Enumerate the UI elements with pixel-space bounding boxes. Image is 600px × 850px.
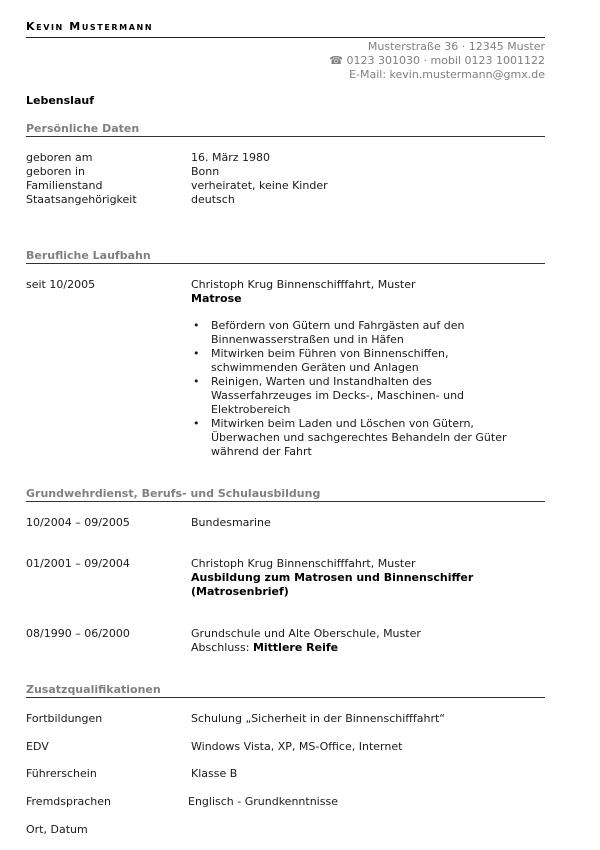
section-title-career: Berufliche Laufbahn [26,249,151,262]
place-date-label: Ort, Datum [26,823,88,836]
section-divider [26,697,545,698]
education-date: 10/2004 – 09/2005 [26,516,130,529]
education-date: 08/1990 – 06/2000 [26,627,130,640]
degree-value: Mittlere Reife [252,641,339,654]
education-degree-line [191,641,338,654]
phone-numbers: 0123 301030 · mobil 0123 1001122 [346,54,545,67]
qualification-label: Fortbildungen [26,712,103,725]
personal-label: geboren am [26,151,93,164]
personal-label: geboren in [26,165,86,178]
section-divider [26,263,545,264]
career-date: seit 10/2005 [26,278,96,291]
qualification-label: Führerschein [26,767,97,780]
phone-icon: ☎ [329,54,343,67]
qualification-value: Klasse B [191,767,238,780]
qualification-label: EDV [26,740,49,753]
section-divider [26,136,545,137]
personal-value: deutsch [191,193,235,206]
applicant-name: Kevin Mustermann [26,20,154,33]
degree-prefix: Abschluss: [191,641,253,654]
list-item: • Mitwirken beim Führen von Binnenschiffen, schwimmenden Geräten und Anlagen [191,347,507,375]
header-divider [26,37,545,38]
career-duties-list [191,319,507,459]
education-institution: Christoph Krug Binnenschifffahrt, Muster [191,557,416,570]
section-title-education: Grundwehrdienst, Berufs- und Schulausbildung [26,487,321,500]
qualification-label: Fremdsprachen [26,795,112,808]
qualification-value: Schulung „Sicherheit in der Binnenschifffahrt“ [191,712,445,725]
personal-label: Staatsangehörigkeit [26,193,137,206]
qualification-value: Englisch - Grundkenntnisse [188,795,338,808]
section-divider [26,501,545,502]
personal-value: verheiratet, keine Kinder [191,179,328,192]
education-institution: Grundschule und Alte Oberschule, Muster [191,627,421,640]
education-institution: Bundesmarine [191,516,271,529]
list-item: • Befördern von Gütern und Fahrgästen auf den Binnenwasserstraßen und in Häfen [191,319,507,347]
phone-line [329,54,545,67]
education-qualification: Ausbildung zum Matrosen und Binnenschiffer [191,571,474,584]
education-qualification-note: (Matrosenbrief) [191,585,289,598]
section-title-qualifications: Zusatzqualifikationen [26,683,161,696]
personal-value: Bonn [191,165,220,178]
list-item: • Reinigen, Warten und Instandhalten des Wasserfahrzeuges im Decks-, Maschinen- und Elektrobereich [191,375,507,417]
career-role: Matrose [191,292,242,305]
document-title: Lebenslauf [26,94,94,107]
personal-value: 16. März 1980 [191,151,271,164]
address: Musterstraße 36 · 12345 Muster [367,40,545,53]
career-company: Christoph Krug Binnenschifffahrt, Muster [191,278,416,291]
section-title-personal: Persönliche Daten [26,122,140,135]
list-item: • Mitwirken beim Laden und Löschen von Gütern, Überwachen und sachgerechtes Behandeln der Güter während der Fahrt [191,417,507,459]
personal-label: Familienstand [26,179,103,192]
qualification-value: Windows Vista, XP, MS-Office, Internet [191,740,403,753]
education-date: 01/2001 – 09/2004 [26,557,130,570]
email: E-Mail: kevin.mustermann@gmx.de [349,68,545,81]
